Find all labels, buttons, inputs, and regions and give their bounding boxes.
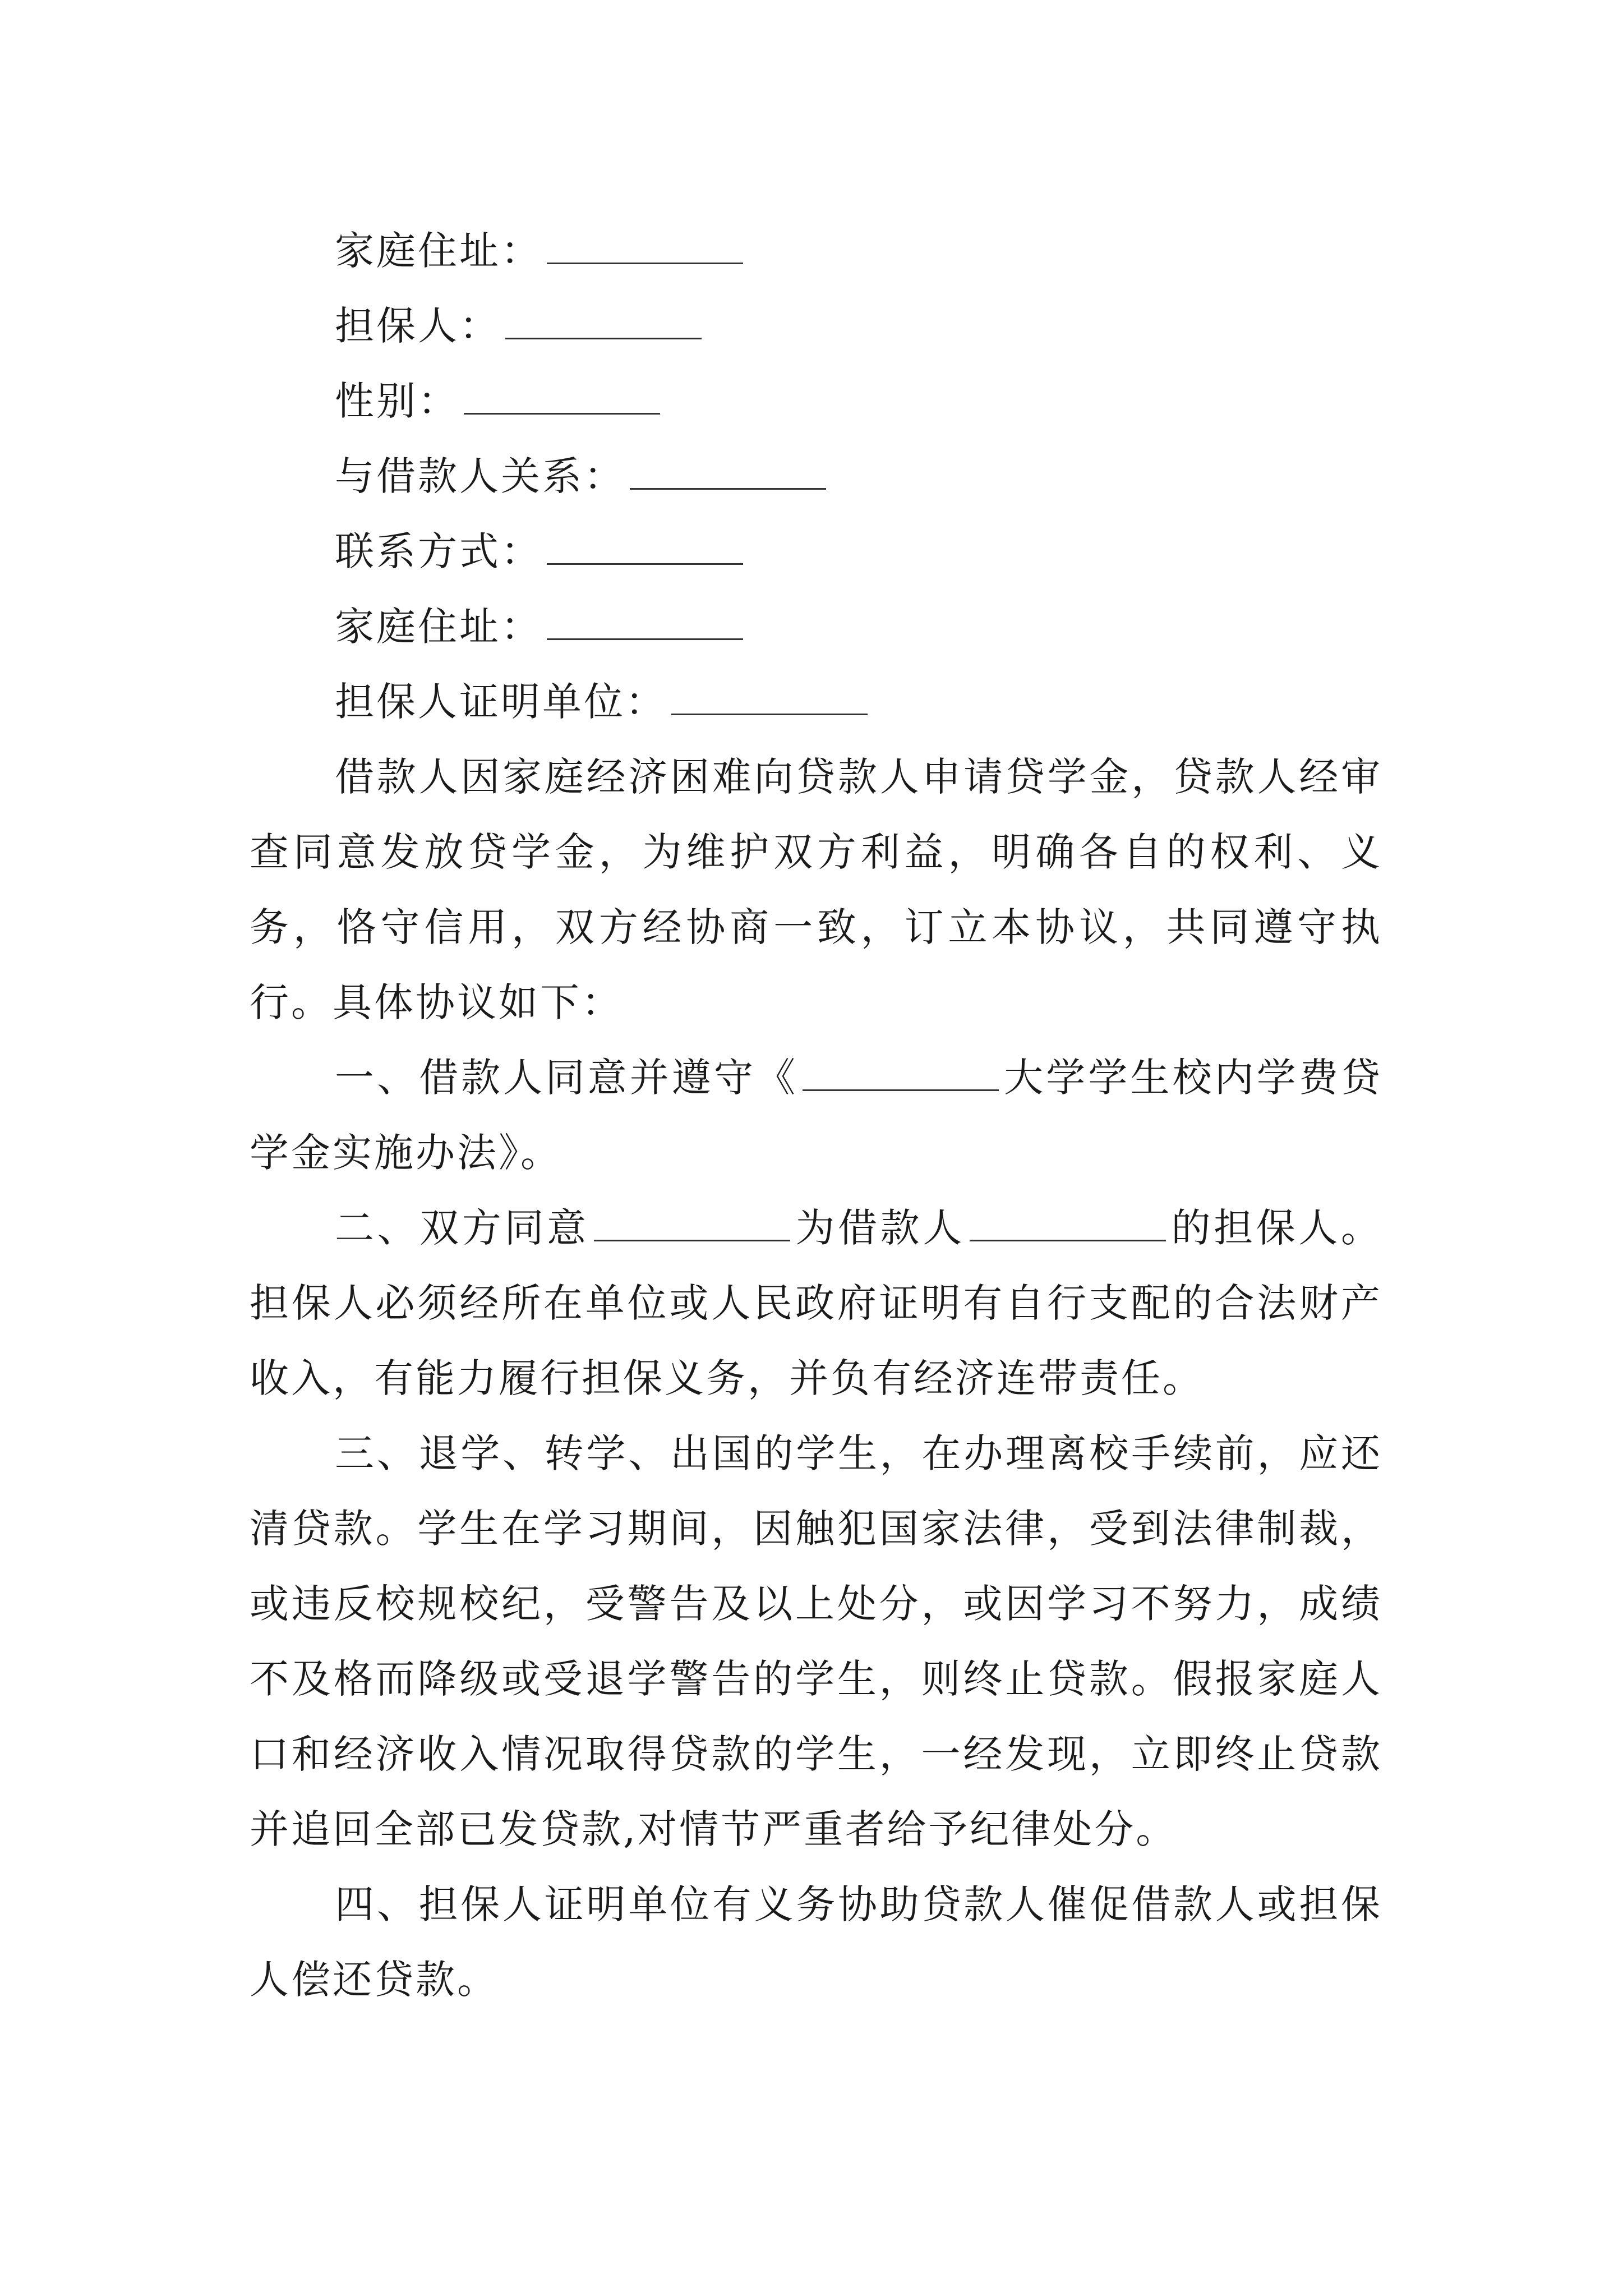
- field-label: 担保人：: [335, 303, 501, 349]
- clause-2-part-2: 为借款人: [794, 1205, 965, 1251]
- blank-line: [671, 678, 868, 715]
- clause-1-part-2: 大学学生校内学费贷学金实施办法》。: [250, 1055, 1383, 1176]
- field-relation: [250, 439, 1382, 514]
- field-guarantor: [250, 288, 1382, 364]
- clause-4: 四、担保人证明单位有义务协助贷款人催促借款人或担保人偿还贷款。: [250, 1881, 1382, 2003]
- blank-line: [594, 1204, 790, 1241]
- field-label: 家庭住址：: [335, 604, 542, 650]
- clause-2-part-1: 二、双方同意: [335, 1205, 589, 1251]
- blank-line: [970, 1204, 1166, 1241]
- blank-line: [505, 302, 702, 339]
- clause-2-part-3: 的担保人。担保人必须经所在单位或人民政府证明有自行支配的合法财产收入，有能力履行担保义务，并负有经济连带责任。: [250, 1205, 1382, 1401]
- blank-line: [803, 1053, 999, 1091]
- field-label: 与借款人关系：: [335, 453, 625, 499]
- intro-paragraph: 借款人因家庭经济困难向贷款人申请贷学金，贷款人经审查同意发放贷学金，为维护双方利益，明确各自的权利、义务，恪守信用，双方经协商一致，订立本协议，共同遵守执行。具体协议如下：: [250, 754, 1382, 1025]
- field-home-address-2: [250, 589, 1382, 664]
- field-gender: [250, 364, 1382, 439]
- blank-line: [547, 227, 743, 264]
- clause-2: [250, 1190, 1382, 1416]
- field-contact: [250, 514, 1382, 589]
- clause-3: 三、退学、转学、出国的学生，在办理离校手续前，应还清贷款。学生在学习期间，因触犯国家法律，受到法律制裁，或违反校规校纪，受警告及以上处分，或因学习不努力，成绩不及格而降级或受退学警告的学生，则终止贷款。假报家庭人口和经济收入情况取得贷款的学生，一经发现，立即终止贷款并追回全部已发贷款,对情节严重者给予纪律处分。: [250, 1430, 1382, 1852]
- field-guarantor-unit: [250, 664, 1382, 739]
- clause-1: [250, 1040, 1382, 1190]
- clause-1-part-1: 一、借款人同意并遵守《: [335, 1055, 799, 1101]
- field-label: 家庭住址：: [335, 228, 542, 274]
- field-label: 担保人证明单位：: [335, 679, 667, 725]
- agreement-body: [250, 213, 1382, 2017]
- field-label: 联系方式：: [335, 528, 542, 574]
- blank-line: [547, 527, 743, 565]
- field-home-address-1: [250, 213, 1382, 288]
- field-label: 性别：: [335, 378, 459, 424]
- blank-line: [547, 602, 743, 640]
- blank-line: [464, 377, 660, 415]
- blank-line: [630, 452, 826, 490]
